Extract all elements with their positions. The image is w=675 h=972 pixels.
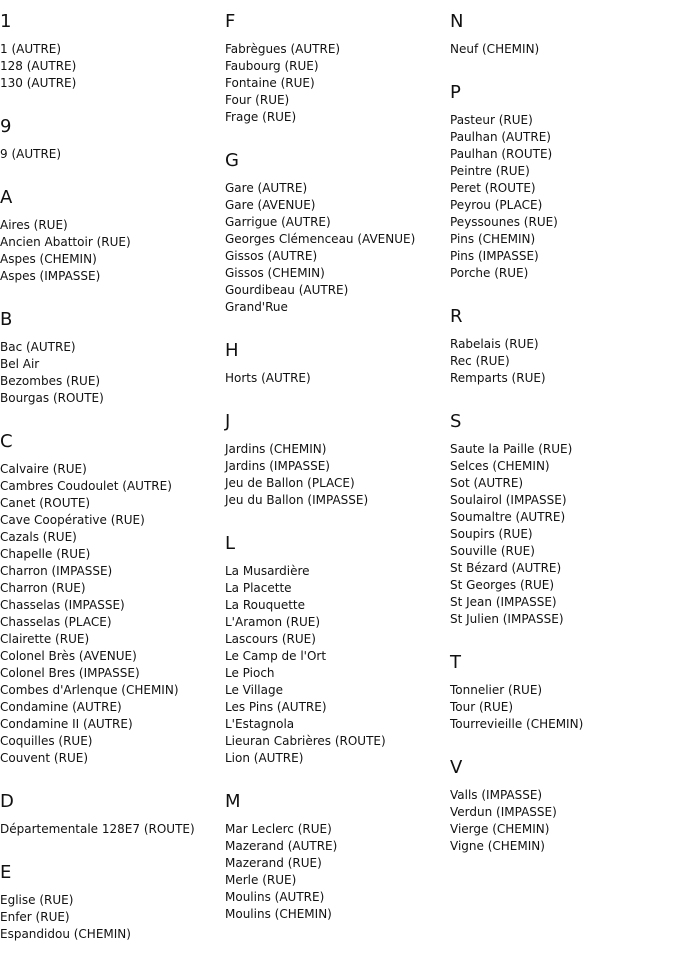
street-list-item: Enfer (RUE) (0, 910, 70, 924)
street-list-item: Neuf (CHEMIN) (450, 42, 540, 56)
street-list-item: Moulins (CHEMIN) (225, 907, 332, 921)
street-list-item: Bourgas (ROUTE) (0, 391, 104, 405)
street-list-item: Lieuran Cabrières (ROUTE) (225, 734, 386, 748)
letter-section (0, 862, 225, 943)
street-list-item: Canet (ROUTE) (0, 496, 91, 510)
street-list-item: Aires (RUE) (0, 218, 68, 232)
street-list-item: Pins (IMPASSE) (450, 249, 539, 263)
street-list-item: Gourdibeau (AUTRE) (225, 283, 349, 297)
street-list-item: Grand'Rue (225, 300, 288, 314)
section-letter-heading: D (0, 791, 14, 812)
street-list-item: Mazerand (AUTRE) (225, 839, 338, 853)
street-list (450, 112, 675, 282)
street-list-item: Selces (CHEMIN) (450, 459, 550, 473)
street-list-item: Colonel Bres (IMPASSE) (0, 666, 140, 680)
street-list-item: Calvaire (RUE) (0, 462, 87, 476)
street-list-item: Cazals (RUE) (0, 530, 77, 544)
street-index-column-3 (450, 11, 675, 879)
street-list-item: L'Estagnola (225, 717, 295, 731)
letter-section (450, 11, 675, 58)
street-list-item: L'Aramon (RUE) (225, 615, 320, 629)
street-list-item: Paulhan (AUTRE) (450, 130, 551, 144)
street-list-item: Garrigue (AUTRE) (225, 215, 331, 229)
street-list-item: St Bézard (AUTRE) (450, 561, 562, 575)
street-list (225, 41, 450, 126)
street-list-item: Coquilles (RUE) (0, 734, 93, 748)
section-letter-heading: T (450, 652, 461, 673)
street-list-item: Fabrègues (AUTRE) (225, 42, 341, 56)
letter-section (225, 411, 450, 509)
street-list-item: Verdun (IMPASSE) (450, 805, 557, 819)
section-letter-heading: S (450, 411, 462, 432)
street-list-item: Le Camp de l'Ort (225, 649, 327, 663)
letter-section (225, 791, 450, 923)
street-list-item: Le Pioch (225, 666, 275, 680)
street-list-item: 1 (AUTRE) (0, 42, 62, 56)
street-list-item: Bezombes (RUE) (0, 374, 101, 388)
street-list-item: Aspes (CHEMIN) (0, 252, 97, 266)
street-list (450, 682, 675, 733)
street-list-item: Charron (IMPASSE) (0, 564, 113, 578)
street-list-item: St Jean (IMPASSE) (450, 595, 557, 609)
street-list (450, 41, 675, 58)
street-list (225, 563, 450, 767)
street-list-item: Faubourg (RUE) (225, 59, 319, 73)
letter-section (450, 306, 675, 387)
street-list-item: Chasselas (PLACE) (0, 615, 112, 629)
section-letter-heading: M (225, 791, 241, 812)
street-list-item: Gissos (AUTRE) (225, 249, 318, 263)
section-letter-heading: 1 (0, 11, 12, 32)
section-letter-heading: J (225, 411, 231, 432)
street-list-item: Soupirs (RUE) (450, 527, 533, 541)
street-list (0, 217, 225, 285)
street-list-item: Rec (RUE) (450, 354, 510, 368)
street-list-item: Lion (AUTRE) (225, 751, 304, 765)
street-list-item: Le Village (225, 683, 283, 697)
street-list (225, 180, 450, 316)
street-list (0, 892, 225, 943)
street-list-item: Aspes (IMPASSE) (0, 269, 101, 283)
street-list-item: Rabelais (RUE) (450, 337, 539, 351)
letter-section (0, 187, 225, 285)
street-list-item: Pins (CHEMIN) (450, 232, 536, 246)
street-list-item: Saute la Paille (RUE) (450, 442, 573, 456)
street-list-item: La Placette (225, 581, 292, 595)
section-letter-heading: A (0, 187, 13, 208)
street-list-item: Bel Air (0, 357, 40, 371)
street-list-item: Eglise (RUE) (0, 893, 74, 907)
street-list-item: Bac (AUTRE) (0, 340, 76, 354)
letter-section (0, 11, 225, 92)
letter-section (450, 652, 675, 733)
letter-section (450, 757, 675, 855)
section-letter-heading: C (0, 431, 13, 452)
street-list-item: Clairette (RUE) (0, 632, 90, 646)
street-list-item: Sot (AUTRE) (450, 476, 524, 490)
street-list-item: Gissos (CHEMIN) (225, 266, 325, 280)
street-list-item: Mar Leclerc (RUE) (225, 822, 332, 836)
street-list (225, 370, 450, 387)
letter-section (225, 340, 450, 387)
street-list-item: La Musardière (225, 564, 310, 578)
street-list-item: Soulairol (IMPASSE) (450, 493, 567, 507)
street-list-item: Tourrevieille (CHEMIN) (450, 717, 584, 731)
street-list-item: Gare (AUTRE) (225, 181, 308, 195)
street-list-item: Les Pins (AUTRE) (225, 700, 327, 714)
street-list-item: Départementale 128E7 (ROUTE) (0, 822, 195, 836)
section-letter-heading: V (450, 757, 463, 778)
street-index-column-2 (225, 11, 450, 947)
section-letter-heading: G (225, 150, 239, 171)
street-list-item: Jeu du Ballon (IMPASSE) (225, 493, 369, 507)
street-list-item: St Julien (IMPASSE) (450, 612, 564, 626)
letter-section (0, 309, 225, 407)
street-list-item: Cambres Coudoulet (AUTRE) (0, 479, 172, 493)
street-list-item: Mazerand (RUE) (225, 856, 322, 870)
street-list-item: Peyrou (PLACE) (450, 198, 543, 212)
street-list-item: Souville (RUE) (450, 544, 535, 558)
letter-section (225, 11, 450, 126)
street-list-item: 130 (AUTRE) (0, 76, 77, 90)
street-list-item: Chasselas (IMPASSE) (0, 598, 125, 612)
section-letter-heading: E (0, 862, 12, 883)
street-list (0, 461, 225, 767)
street-list-item: Couvent (RUE) (0, 751, 89, 765)
street-list-item: Jeu de Ballon (PLACE) (225, 476, 355, 490)
street-list-item: Condamine II (AUTRE) (0, 717, 133, 731)
letter-section (0, 116, 225, 163)
street-list-item: Lascours (RUE) (225, 632, 316, 646)
section-letter-heading: H (225, 340, 239, 361)
street-list-item: Tour (RUE) (450, 700, 514, 714)
street-list-item: 9 (AUTRE) (0, 147, 62, 161)
letter-section (0, 431, 225, 767)
section-letter-heading: 9 (0, 116, 12, 137)
street-list (450, 787, 675, 855)
street-list-item: Porche (RUE) (450, 266, 529, 280)
street-list-item: Moulins (AUTRE) (225, 890, 325, 904)
street-list-item: Horts (AUTRE) (225, 371, 311, 385)
street-list-item: Tonnelier (RUE) (450, 683, 543, 697)
street-list-item: Ancien Abattoir (RUE) (0, 235, 131, 249)
street-list-item: Peret (ROUTE) (450, 181, 536, 195)
street-list-item: Condamine (AUTRE) (0, 700, 122, 714)
street-list-item: St Georges (RUE) (450, 578, 555, 592)
street-list-item: Soumaltre (AUTRE) (450, 510, 566, 524)
street-list (225, 821, 450, 923)
letter-section (225, 533, 450, 767)
street-list-item: Georges Clémenceau (AVENUE) (225, 232, 416, 246)
street-list-item: Vigne (CHEMIN) (450, 839, 545, 853)
street-list-item: Cave Coopérative (RUE) (0, 513, 145, 527)
letter-section (450, 411, 675, 628)
street-list (225, 441, 450, 509)
street-list-item: Combes d'Arlenque (CHEMIN) (0, 683, 179, 697)
street-list-item: Paulhan (ROUTE) (450, 147, 553, 161)
street-list-item: Charron (RUE) (0, 581, 86, 595)
street-list (450, 336, 675, 387)
section-letter-heading: F (225, 11, 236, 32)
street-list-item: Merle (RUE) (225, 873, 297, 887)
street-list-item: Frage (RUE) (225, 110, 297, 124)
section-letter-heading: N (450, 11, 464, 32)
street-list-item: Peintre (RUE) (450, 164, 530, 178)
street-list-item: Colonel Brès (AVENUE) (0, 649, 137, 663)
street-list-item: Jardins (CHEMIN) (225, 442, 327, 456)
street-list-item: Chapelle (RUE) (0, 547, 91, 561)
street-list-item: Fontaine (RUE) (225, 76, 315, 90)
street-list (0, 821, 225, 838)
section-letter-heading: P (450, 82, 461, 103)
street-list-item: Peyssounes (RUE) (450, 215, 558, 229)
section-letter-heading: R (450, 306, 463, 327)
street-list-item: Vierge (CHEMIN) (450, 822, 550, 836)
street-list-item: Espandidou (CHEMIN) (0, 927, 131, 941)
street-list (0, 146, 225, 163)
street-index-column-1 (0, 11, 225, 967)
street-list-item: Remparts (RUE) (450, 371, 546, 385)
street-list (450, 441, 675, 628)
street-list-item: 128 (AUTRE) (0, 59, 77, 73)
letter-section (450, 82, 675, 282)
letter-section (0, 791, 225, 838)
section-letter-heading: L (225, 533, 236, 554)
letter-section (225, 150, 450, 316)
street-list-item: Pasteur (RUE) (450, 113, 533, 127)
street-list-item: Valls (IMPASSE) (450, 788, 543, 802)
street-list-item: Four (RUE) (225, 93, 290, 107)
street-list (0, 41, 225, 92)
street-list-item: Jardins (IMPASSE) (225, 459, 330, 473)
street-list-item: Gare (AVENUE) (225, 198, 316, 212)
section-letter-heading: B (0, 309, 13, 330)
street-list-item: La Rouquette (225, 598, 305, 612)
street-list (0, 339, 225, 407)
